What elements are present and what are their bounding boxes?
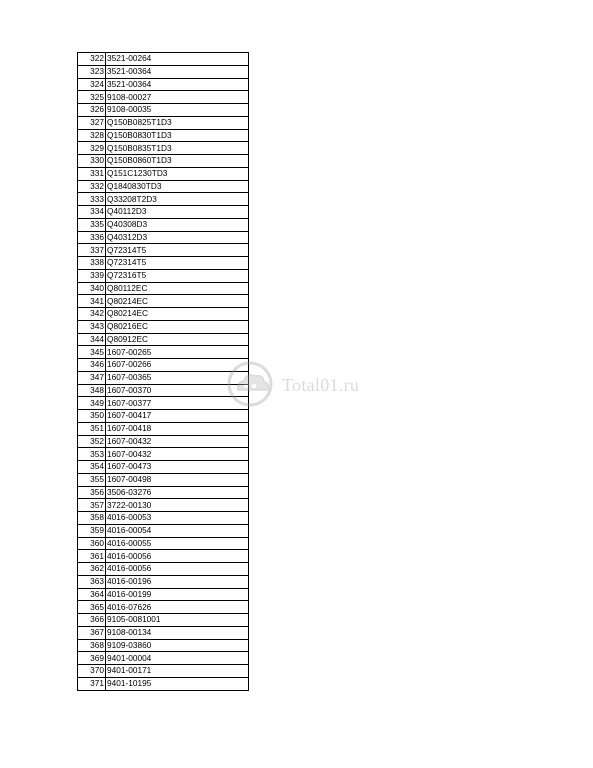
table-row (78, 639, 249, 652)
table-row (78, 91, 249, 104)
row-number: 328 (78, 129, 106, 142)
row-number: 324 (78, 78, 106, 91)
row-number: 354 (78, 461, 106, 474)
table-row (78, 129, 249, 142)
part-code: 3506-03276 (106, 486, 249, 499)
table-row (78, 333, 249, 346)
part-code: 1607-00265 (106, 346, 249, 359)
row-number: 356 (78, 486, 106, 499)
table-row (78, 486, 249, 499)
part-code: 4016-00053 (106, 512, 249, 525)
part-code: 9108-00027 (106, 91, 249, 104)
row-number: 325 (78, 91, 106, 104)
row-number: 358 (78, 512, 106, 525)
row-number: 352 (78, 435, 106, 448)
part-code: 1607-00266 (106, 359, 249, 372)
row-number: 327 (78, 116, 106, 129)
table-row (78, 155, 249, 168)
table-row (78, 524, 249, 537)
row-number: 369 (78, 652, 106, 665)
row-number: 367 (78, 626, 106, 639)
row-number: 343 (78, 320, 106, 333)
row-number: 340 (78, 282, 106, 295)
row-number: 332 (78, 180, 106, 193)
part-code: 1607-00432 (106, 448, 249, 461)
part-code: 3521-00264 (106, 53, 249, 66)
table-row (78, 601, 249, 614)
part-code: 4016-07626 (106, 601, 249, 614)
part-code: Q33208T2D3 (106, 193, 249, 206)
row-number: 322 (78, 53, 106, 66)
table-row (78, 652, 249, 665)
table-row (78, 359, 249, 372)
row-number: 342 (78, 308, 106, 321)
table-row (78, 397, 249, 410)
part-code: 1607-00370 (106, 384, 249, 397)
part-code: 9105-0081001 (106, 614, 249, 627)
row-number: 357 (78, 499, 106, 512)
table-row (78, 269, 249, 282)
table-row (78, 180, 249, 193)
table-row (78, 422, 249, 435)
table-row (78, 167, 249, 180)
table-row (78, 78, 249, 91)
table-row (78, 320, 249, 333)
part-code: 3521-00364 (106, 65, 249, 78)
table-row (78, 448, 249, 461)
row-number: 326 (78, 104, 106, 117)
part-code: 4016-00055 (106, 537, 249, 550)
part-code: 1607-00418 (106, 422, 249, 435)
part-code: 9108-00035 (106, 104, 249, 117)
table-row (78, 512, 249, 525)
part-code: Q151C1230TD3 (106, 167, 249, 180)
row-number: 341 (78, 295, 106, 308)
part-code: 1607-00377 (106, 397, 249, 410)
watermark-text: Total01.ru (282, 375, 360, 395)
row-number: 333 (78, 193, 106, 206)
part-code: 1607-00365 (106, 371, 249, 384)
row-number: 336 (78, 231, 106, 244)
table-row (78, 116, 249, 129)
part-code: Q40112D3 (106, 206, 249, 219)
part-code: 9109-03860 (106, 639, 249, 652)
table-row (78, 677, 249, 690)
row-number: 335 (78, 218, 106, 231)
row-number: 362 (78, 563, 106, 576)
row-number: 365 (78, 601, 106, 614)
part-code: 4016-00196 (106, 575, 249, 588)
row-number: 360 (78, 537, 106, 550)
row-number: 331 (78, 167, 106, 180)
table-row (78, 461, 249, 474)
part-code: 3521-00364 (106, 78, 249, 91)
part-code: Q150B0835T1D3 (106, 142, 249, 155)
row-number: 329 (78, 142, 106, 155)
table-row (78, 665, 249, 678)
part-code: 1607-00473 (106, 461, 249, 474)
part-code: 1607-00498 (106, 473, 249, 486)
table-row (78, 473, 249, 486)
part-code: 9401-00004 (106, 652, 249, 665)
row-number: 364 (78, 588, 106, 601)
table-row (78, 193, 249, 206)
part-code: 3722-00130 (106, 499, 249, 512)
parts-table-body (78, 53, 249, 691)
part-code: Q40308D3 (106, 218, 249, 231)
part-code: 4016-00056 (106, 563, 249, 576)
table-row (78, 435, 249, 448)
part-code: Q72314T5 (106, 244, 249, 257)
part-code: Q1840830TD3 (106, 180, 249, 193)
table-row (78, 346, 249, 359)
part-code: 4016-00199 (106, 588, 249, 601)
part-code: 9401-10195 (106, 677, 249, 690)
row-number: 359 (78, 524, 106, 537)
parts-table (77, 52, 249, 691)
table-row (78, 588, 249, 601)
part-code: 4016-00054 (106, 524, 249, 537)
table-row (78, 282, 249, 295)
row-number: 346 (78, 359, 106, 372)
table-row (78, 410, 249, 423)
row-number: 368 (78, 639, 106, 652)
row-number: 361 (78, 550, 106, 563)
part-code: Q80214EC (106, 308, 249, 321)
part-code: Q72316T5 (106, 269, 249, 282)
row-number: 337 (78, 244, 106, 257)
table-row (78, 614, 249, 627)
row-number: 351 (78, 422, 106, 435)
row-number: 347 (78, 371, 106, 384)
table-row (78, 550, 249, 563)
row-number: 348 (78, 384, 106, 397)
row-number: 371 (78, 677, 106, 690)
part-code: Q80214EC (106, 295, 249, 308)
row-number: 350 (78, 410, 106, 423)
row-number: 338 (78, 257, 106, 270)
part-code: Q80112EC (106, 282, 249, 295)
part-code: 4016-00056 (106, 550, 249, 563)
table-row (78, 206, 249, 219)
table-row (78, 218, 249, 231)
part-code: 9108-00134 (106, 626, 249, 639)
row-number: 355 (78, 473, 106, 486)
row-number: 334 (78, 206, 106, 219)
table-row (78, 384, 249, 397)
table-row (78, 308, 249, 321)
row-number: 366 (78, 614, 106, 627)
table-row (78, 626, 249, 639)
table-row (78, 53, 249, 66)
table-row (78, 537, 249, 550)
part-code: 1607-00432 (106, 435, 249, 448)
part-code: Q80912EC (106, 333, 249, 346)
table-row (78, 563, 249, 576)
row-number: 345 (78, 346, 106, 359)
row-number: 323 (78, 65, 106, 78)
table-row (78, 104, 249, 117)
table-row (78, 295, 249, 308)
part-code: Q150B0860T1D3 (106, 155, 249, 168)
part-code: Q150B0830T1D3 (106, 129, 249, 142)
row-number: 363 (78, 575, 106, 588)
part-code: 1607-00417 (106, 410, 249, 423)
table-row (78, 371, 249, 384)
row-number: 344 (78, 333, 106, 346)
row-number: 370 (78, 665, 106, 678)
part-code: Q80216EC (106, 320, 249, 333)
row-number: 330 (78, 155, 106, 168)
table-row (78, 142, 249, 155)
row-number: 353 (78, 448, 106, 461)
table-row (78, 575, 249, 588)
part-code: Q150B0825T1D3 (106, 116, 249, 129)
part-code: 9401-00171 (106, 665, 249, 678)
table-row (78, 231, 249, 244)
table-row (78, 244, 249, 257)
part-code: Q40312D3 (106, 231, 249, 244)
row-number: 339 (78, 269, 106, 282)
table-row (78, 499, 249, 512)
row-number: 349 (78, 397, 106, 410)
part-code: Q72314T5 (106, 257, 249, 270)
table-row (78, 65, 249, 78)
table-row (78, 257, 249, 270)
